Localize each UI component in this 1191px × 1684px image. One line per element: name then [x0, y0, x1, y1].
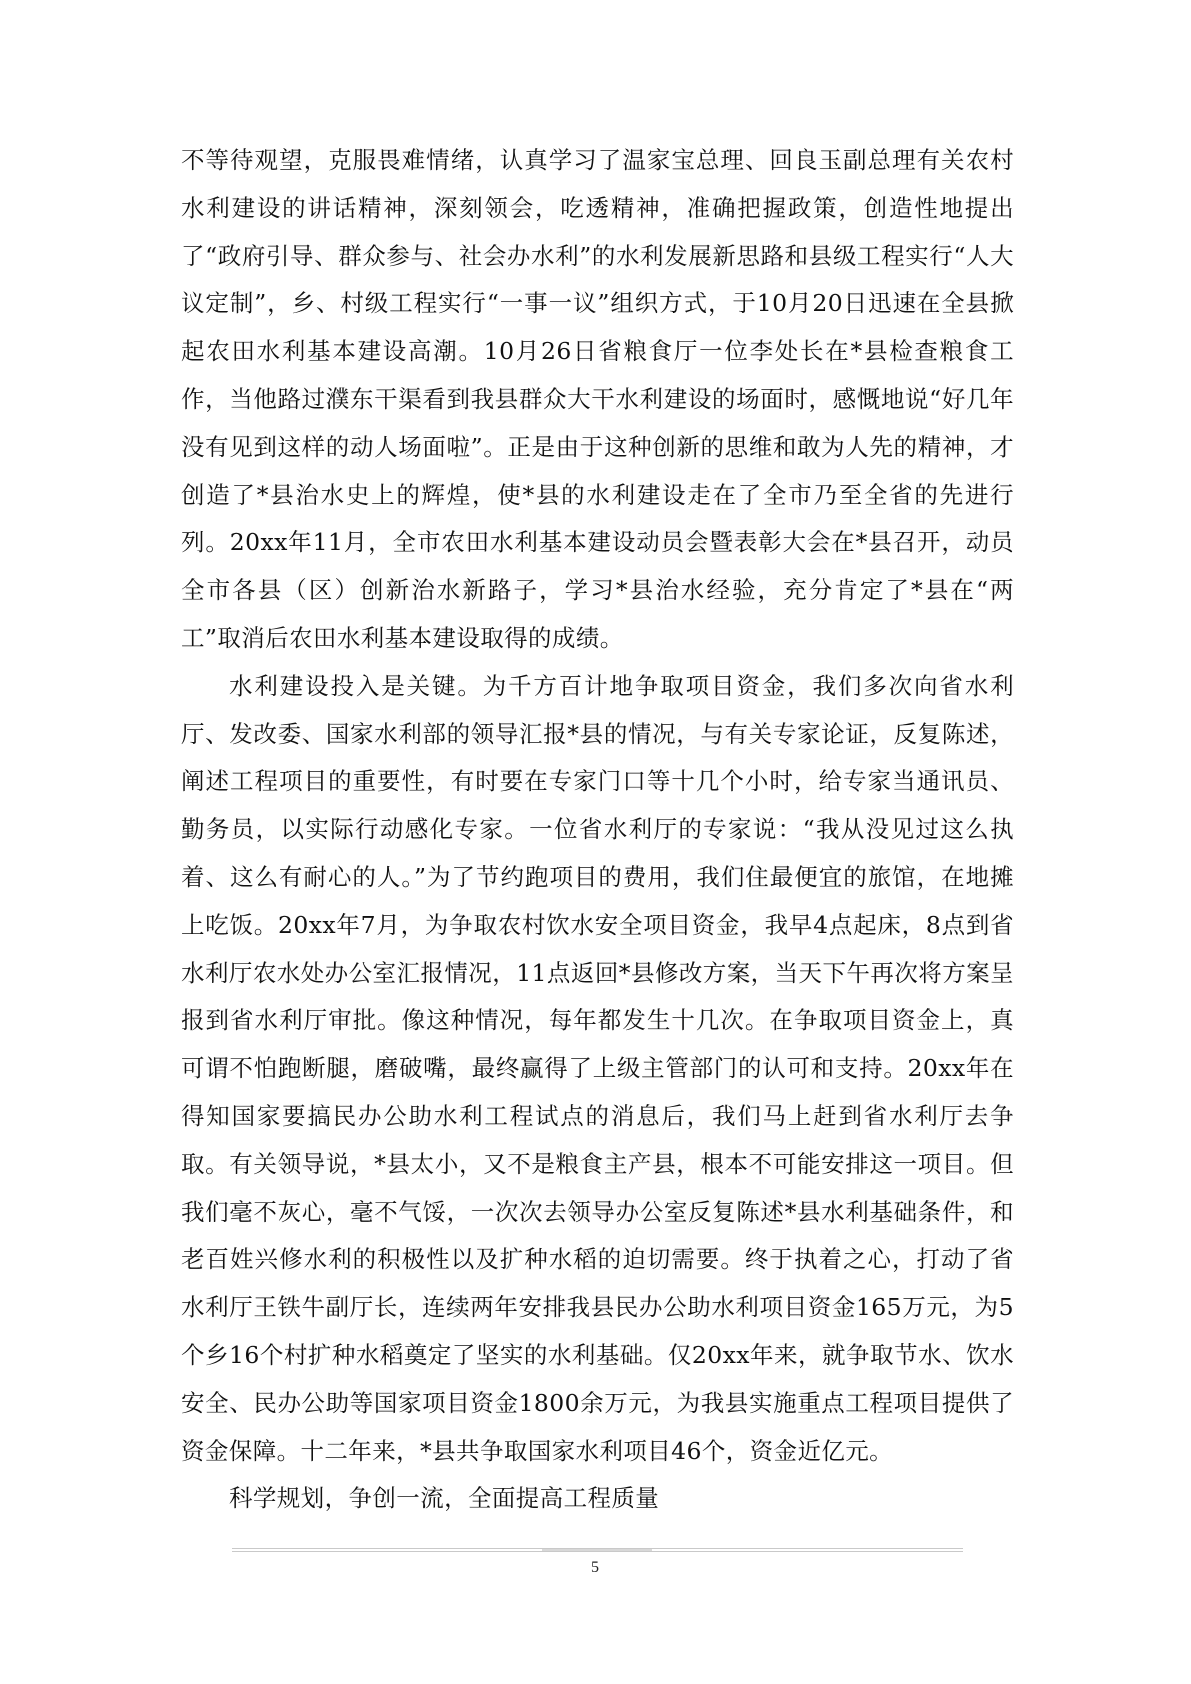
page-number: 5 — [591, 1559, 599, 1576]
paragraph-policy-innovation: 不等待观望，克服畏难情绪，认真学习了温家宝总理、回良玉副总理有关农村水利建设的讲话精神，深刻领会，吃透精神，准确把握政策，创造性地提出了“政府引导、群众参与、社会办水利”的水利发展新思路和县级工程实行“人大议定制”，乡、村级工程实行“一事一议”组织方式，于10月20日迅速在全县掀起农田水利基本建设高潮。10月26日省粮食厅一位李处长在*县检查粮食工作，当他路过濮东干渠看到我县群众大干水利建设的场面时，感慨地说“好几年没有见到这样的动人场面啦”。正是由于这种创新的思维和敢为人先的精神，才创造了*县治水史上的辉煌，使*县的水利建设走在了全市乃至全省的先进行列。20xx年11月，全市农田水利基本建设动员会暨表彰大会在*县召开，动员全市各县（区）创新治水新路子，学习*县治水经验，充分肯定了*县在“两工”取消后农田水利基本建设取得的成绩。 — [181, 146, 1014, 652]
paragraph-investment-key: 水利建设投入是关键。为千方百计地争取项目资金，我们多次向省水利厅、发改委、国家水利部的领导汇报*县的情况，与有关专家论证，反复陈述，阐述工程项目的重要性，有时要在专家门口等十几个小时，给专家当通讯员、勤务员，以实际行动感化专家。一位省水利厅的专家说：“我从没见过这么执着、这么有耐心的人。”为了节约跑项目的费用，我们住最便宜的旅馆，在地摊上吃饭。20xx年7月，为争取农村饮水安全项目资金，我早4点起床，8点到省水利厅农水处办公室汇报情况，11点返回*县修改方案，当天下午再次将方案呈报到省水利厅审批。像这种情况，每年都发生十几次。在争取项目资金上，真可谓不怕跑断腿，磨破嘴，最终赢得了上级主管部门的认可和支持。20xx年在得知国家要搞民办公助水利工程试点的消息后，我们马上赶到省水利厅去争取。有关领导说，*县太小，又不是粮食主产县，根本不可能安排这一项目。但我们毫不灰心，毫不气馁，一次次去领导办公室反复陈述*县水利基础条件，和老百姓兴修水利的积极性以及扩种水稻的迫切需要。终于执着之心，打动了省水利厅王铁牛副厅长，连续两年安排我县民办公助水利项目资金165万元，为5个乡16个村扩种水稻奠定了坚实的水利基础。仅20xx年来，就争取节水、饮水安全、民办公助等国家项目资金1800余万元，为我县实施重点工程项目提供了资金保障。十二年来，*县共争取国家水利项目46个，资金近亿元。 — [181, 671, 1014, 1465]
footer-divider-line-bottom — [232, 1551, 963, 1552]
section-heading-quality: 科学规划，争创一流，全面提高工程质量 — [229, 1484, 660, 1513]
document-body — [181, 137, 1014, 1523]
footer-divider — [232, 1548, 963, 1553]
